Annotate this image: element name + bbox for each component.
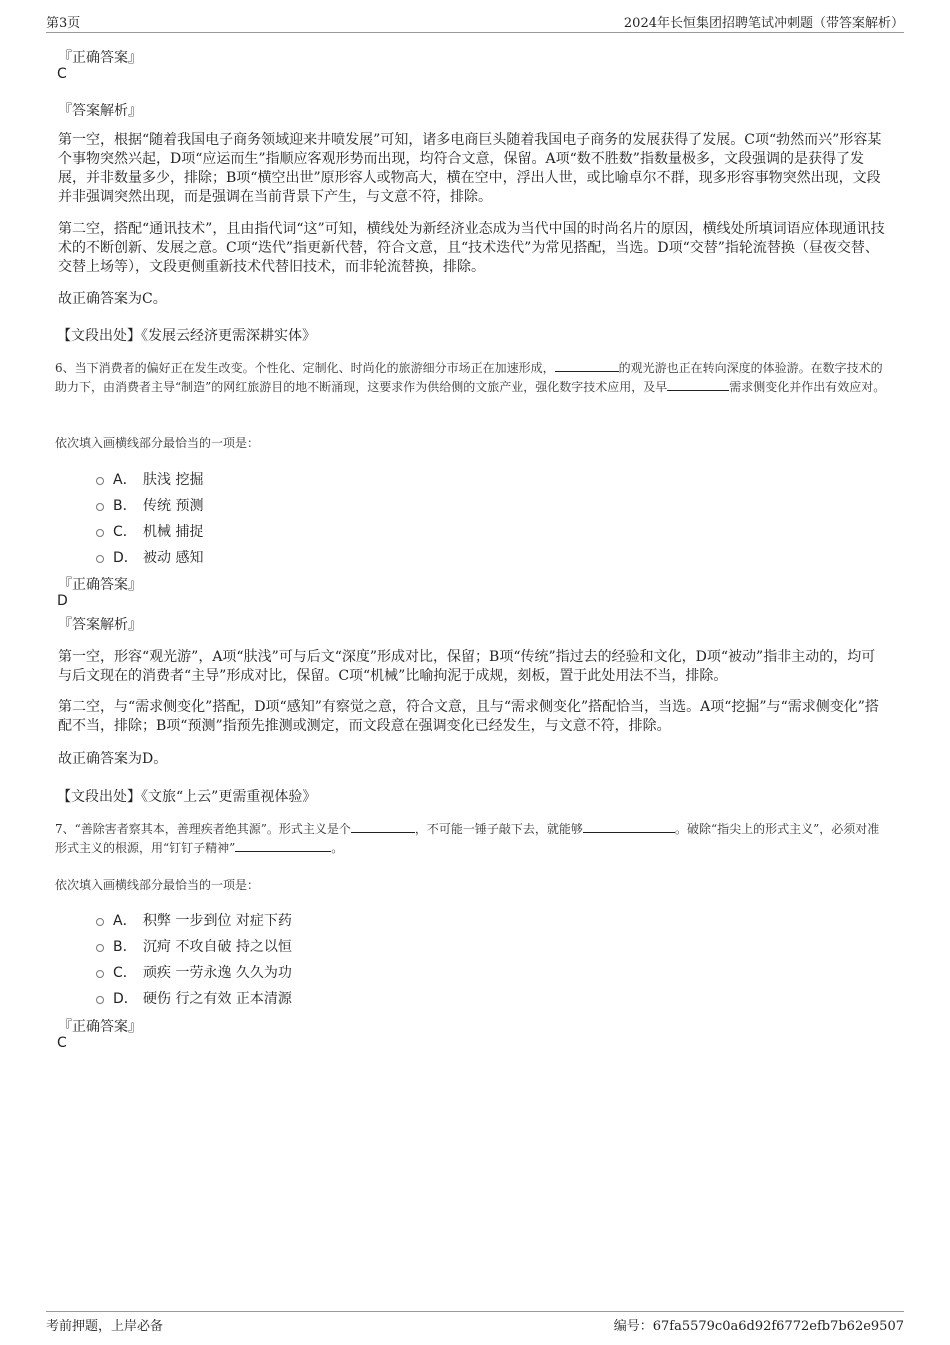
radio-icon[interactable]	[96, 996, 104, 1004]
radio-icon[interactable]	[96, 970, 104, 978]
option-label: B．	[113, 498, 137, 514]
document-code: 编号：67fa5579c0a6d92f6772efb7b62e9507	[613, 1319, 904, 1334]
question-7-prompt: 依次填入画横线部分最恰当的一项是：	[55, 878, 260, 892]
option-d[interactable]	[96, 988, 292, 1008]
option-a[interactable]	[96, 469, 203, 489]
option-text: 沉疴 不攻自破 持之以恒	[143, 939, 292, 955]
answer-blank	[555, 359, 619, 372]
answer-blank	[235, 839, 331, 852]
option-text: 积弊 一步到位 对症下药	[143, 913, 292, 929]
correct-answer-label: 『正确答案』	[58, 577, 142, 593]
option-text: 肤浅 挖掘	[143, 472, 204, 488]
radio-icon[interactable]	[96, 503, 104, 511]
option-text: 顽疾 一劳永逸 久久为功	[143, 965, 292, 981]
option-label: A．	[113, 472, 137, 488]
analysis-conclusion: 故正确答案为D。	[58, 751, 168, 767]
page-header	[46, 12, 904, 33]
question-6-prompt: 依次填入画横线部分最恰当的一项是：	[55, 436, 260, 450]
option-label: D．	[113, 550, 138, 566]
option-label: C．	[113, 965, 137, 981]
radio-icon[interactable]	[96, 944, 104, 952]
answer-blank	[583, 820, 675, 833]
option-b[interactable]	[96, 495, 203, 515]
document-title: 2024年长恒集团招聘笔试冲刺题（带答案解析）	[623, 16, 904, 31]
correct-answer-value: D	[57, 593, 68, 609]
analysis-conclusion: 故正确答案为C。	[58, 291, 167, 307]
option-text: 被动 感知	[143, 550, 204, 566]
page-number: 第3页	[46, 16, 81, 31]
correct-answer-value: C	[57, 1035, 67, 1051]
option-b[interactable]	[96, 936, 292, 956]
page-footer	[46, 1311, 904, 1334]
passage-source: 【文段出处】《文旅“上云”更需重视体验》	[57, 789, 317, 805]
correct-answer-label: 『正确答案』	[58, 1019, 142, 1035]
correct-answer-value: C	[57, 66, 67, 82]
option-text: 机械 捕捉	[143, 524, 204, 540]
radio-icon[interactable]	[96, 918, 104, 926]
analysis-label: 『答案解析』	[58, 617, 142, 633]
question-6-stem: 6、当下消费者的偏好正在发生改变。个性化、定制化、时尚化的旅游细分市场正在加速形成， 的观光游也正在转向深度的体验游。在数字技术的助力下，由消费者主导“制造”的网红旅游目的地不断涌现，这要求作为供给侧的文旅产业，强化数字技术应用，及早 需求侧变化并作出有效应对。	[55, 361, 886, 394]
radio-icon[interactable]	[96, 529, 104, 537]
radio-icon[interactable]	[96, 477, 104, 485]
option-label: A．	[113, 913, 137, 929]
analysis-paragraph: 第二空，搭配“通讯技术”，且由指代词“这”可知，横线处为新经济业态成为当代中国的时尚名片的原因，横线处所填词语应体现通讯技术的不断创新、发展之意。C项“迭代”指更新代替，符合文意，且“技术迭代”为常见搭配，当选。D项“交替”指轮流替换（昼夜交替、交替上场等），文段更侧重新技术代替旧技术，而非轮流替换，排除。	[58, 221, 885, 275]
analysis-paragraph: 第一空，根据“随着我国电子商务领域迎来井喷发展”可知，诸多电商巨头随着我国电子商务的发展获得了发展。C项“勃然而兴”形容某个事物突然兴起，D项“应运而生”指顺应客观形势而出现，均符合文意，保留。A项“数不胜数”指数量极多，文段强调的是获得了发展，并非数量多少，排除；B项“横空出世”原形容人或物高大，横在空中，浮出人世，或比喻卓尔不群，现多形容事物突然出现，文段并非强调突然出现，而是强调在当前背景下产生，与文意不符，排除。	[58, 132, 882, 205]
answer-blank	[667, 378, 729, 391]
passage-source: 【文段出处】《发展云经济更需深耕实体》	[57, 328, 316, 344]
option-d[interactable]	[96, 547, 203, 567]
option-a[interactable]	[96, 910, 292, 930]
radio-icon[interactable]	[96, 555, 104, 563]
option-label: D．	[113, 991, 138, 1007]
option-label: B．	[113, 939, 137, 955]
analysis-paragraph: 第一空，形容“观光游”，A项“肤浅”可与后文“深度”形成对比，保留；B项“传统”指过去的经验和文化，D项“被动”指非主动的，均可与后文现在的消费者“主导”形成对比，保留。C项“机械”比喻拘泥于成规，刻板，置于此处用法不当，排除。	[58, 649, 876, 684]
analysis-label: 『答案解析』	[58, 103, 142, 119]
option-c[interactable]	[96, 521, 203, 541]
option-text: 传统 预测	[143, 498, 204, 514]
option-c[interactable]	[96, 962, 292, 982]
option-label: C．	[113, 524, 137, 540]
option-text: 硬伤 行之有效 正本清源	[143, 991, 292, 1007]
question-7-stem: 7、“善除害者察其本，善理疾者绝其源”。形式主义是个 ，不可能一锤子敲下去，就能够 。破除“指尖上的形式主义”，必须对准形式主义的根源，用“钉钉子精神” 。	[55, 822, 880, 855]
correct-answer-label: 『正确答案』	[58, 50, 142, 66]
answer-blank	[351, 820, 415, 833]
analysis-paragraph: 第二空，与“需求侧变化”搭配，D项“感知”有察觉之意，符合文意，且与“需求侧变化”搭配恰当，当选。A项“挖掘”与“需求侧变化”搭配不当，排除；B项“预测”指预先推测或测定，而文段意在强调变化已经发生，与文意不符，排除。	[58, 699, 879, 734]
footer-slogan: 考前押题，上岸必备	[46, 1319, 164, 1334]
